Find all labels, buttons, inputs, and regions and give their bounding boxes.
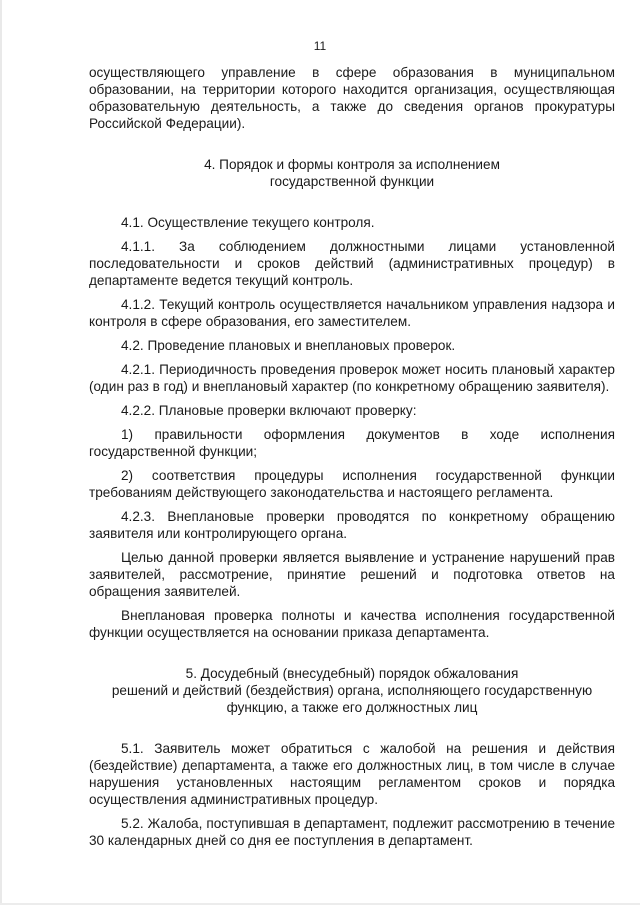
section-4-title-line1: 4. Порядок и формы контроля за исполнением [204, 157, 500, 172]
paragraph-4-1-1: 4.1.1. За соблюдением должностными лицами установленной последовательности и сроков действий (административных процедур) в департаменте ведется текущий контроль. [89, 239, 615, 288]
section-5-title-line1: 5. Досудебный (внесудебный) порядок обжалования [185, 666, 519, 681]
paragraph-4-1-2: 4.1.2. Текущий контроль осуществляется начальником управления надзора и контроля в сфере образования, его заместителем. [89, 297, 615, 329]
section-4-heading [89, 156, 615, 190]
intro-paragraph: осуществляющего управление в сфере образования в муниципальном образовании, на территории которого находится организация, осуществляющая образовательную деятельность, а также до сведения органов прокуратуры Российской Федерации). [89, 65, 615, 131]
paragraph-4-1: 4.1. Осуществление текущего контроля. [121, 215, 375, 230]
paragraph-4-2-3: 4.2.3. Внеплановые проверки проводятся по конкретному обращению заявителя или контролирующего органа. [89, 509, 615, 541]
document-body [89, 64, 615, 849]
paragraph-unplanned: Внеплановая проверка полноты и качества исполнения государственной функции осуществляется на основании приказа департамента. [89, 608, 615, 640]
page-number: 11 [313, 39, 327, 53]
paragraph-4-2-1: 4.2.1. Периодичность проведения проверок может носить плановый характер (один раз в год) и внеплановый характер (по конкретному обращению заявителя). [89, 362, 615, 394]
section-5-title-line2: решений и действий (бездействия) органа, исполняющего государственную [111, 683, 593, 698]
paragraph-5-2: 5.2. Жалоба, поступившая в департамент, подлежит рассмотрению в течение 30 календарных дней со дня ее поступления в департамент. [89, 816, 615, 848]
paragraph-4-2: 4.2. Проведение плановых и внеплановых проверок. [121, 338, 456, 353]
list-item-1: 1) правильности оформления документов в ходе исполнения государственной функции; [89, 427, 615, 459]
scan-edge-left [0, 0, 2, 905]
paragraph-5-1: 5.1. Заявитель может обратиться с жалобой на решения и действия (бездействие) департамента, а также его должностных лиц, в том числе в случае нарушения установленных настоящим регламентом сроков и порядка осуществления административных процедур. [89, 741, 615, 807]
paragraph-goal: Целью данной проверки является выявление и устранение нарушений прав заявителей, рассмотрение, принятие решений и подготовка ответов на обращения заявителей. [89, 550, 615, 599]
list-item-2: 2) соответствия процедуры исполнения государственной функции требованиям действующего законодательства и настоящего регламента. [89, 468, 615, 500]
paragraph-4-2-2: 4.2.2. Плановые проверки включают проверку: [121, 403, 417, 418]
section-5-heading [89, 665, 615, 716]
section-4-title-line2: государственной функции [269, 174, 435, 189]
section-5-title-line3: функцию, а также его должностных лиц [226, 700, 478, 715]
